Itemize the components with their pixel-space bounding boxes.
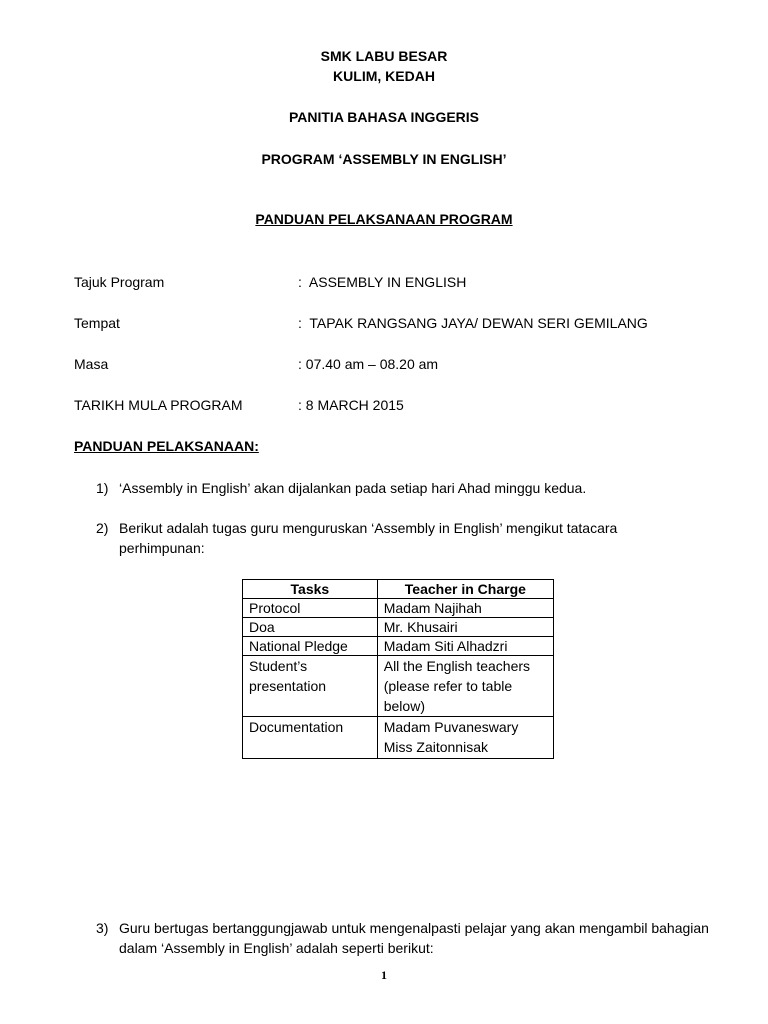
list-item-text: Berikut adalah tugas guru menguruskan ‘Assembly in English’ mengikut tatacara perhimpunan:	[119, 520, 618, 556]
table-row	[243, 637, 554, 656]
school-name: SMK LABU BESAR	[320, 48, 448, 64]
table-row	[243, 717, 554, 759]
section-heading: PANDUAN PELAKSANAAN:	[74, 438, 259, 454]
list-item-text: Guru bertugas bertanggungjawab untuk mengenalpasti pelajar yang akan mengambil bahagian dalam ‘Assembly in English’ adalah seperti berikut:	[119, 920, 709, 956]
task-cell: Doa	[243, 618, 378, 637]
teacher-cell: Madam Puvaneswary Miss Zaitonnisak	[377, 717, 553, 759]
info-label-masa: Masa	[74, 356, 109, 372]
teacher-cell: Mr. Khusairi	[377, 618, 553, 637]
info-value-tarikh: : 8 MARCH 2015	[298, 397, 404, 413]
task-cell: Documentation	[243, 717, 378, 759]
table-header-row	[243, 580, 554, 599]
info-label-tempat: Tempat	[74, 315, 120, 331]
info-value-masa: : 07.40 am – 08.20 am	[298, 356, 439, 372]
info-label-tarikh: TARIKH MULA PROGRAM	[74, 397, 243, 413]
teacher-cell: Madam Siti Alhadzri	[377, 637, 553, 656]
column-header-tasks: Tasks	[243, 580, 378, 599]
list-item-number: 1)	[96, 480, 109, 496]
program-name: PROGRAM ‘ASSEMBLY IN ENGLISH’	[261, 151, 507, 167]
table-row	[243, 656, 554, 717]
task-cell: Protocol	[243, 599, 378, 618]
table-row	[243, 599, 554, 618]
column-header-teacher: Teacher in Charge	[377, 580, 553, 599]
task-cell: National Pledge	[243, 637, 378, 656]
table-row	[243, 618, 554, 637]
info-value-tempat: : TAPAK RANGSANG JAYA/ DEWAN SERI GEMILANG	[298, 315, 648, 331]
school-location: KULIM, KEDAH	[333, 68, 435, 84]
task-cell: Student’s presentation	[243, 656, 378, 717]
list-item-number: 2)	[96, 520, 109, 536]
list-item-text: ‘Assembly in English’ akan dijalankan pada setiap hari Ahad minggu kedua.	[119, 480, 587, 496]
teacher-cell: All the English teachers (please refer to table below)	[377, 656, 553, 717]
info-value-tajuk: : ASSEMBLY IN ENGLISH	[298, 274, 467, 290]
list-item-number: 3)	[96, 920, 109, 936]
guide-title: PANDUAN PELAKSANAAN PROGRAM	[255, 211, 513, 227]
tasks-table	[242, 579, 554, 759]
panel-name: PANITIA BAHASA INGGERIS	[288, 109, 480, 125]
teacher-cell: Madam Najihah	[377, 599, 553, 618]
page-number: 1	[381, 968, 387, 982]
info-label-tajuk: Tajuk Program	[74, 274, 165, 290]
